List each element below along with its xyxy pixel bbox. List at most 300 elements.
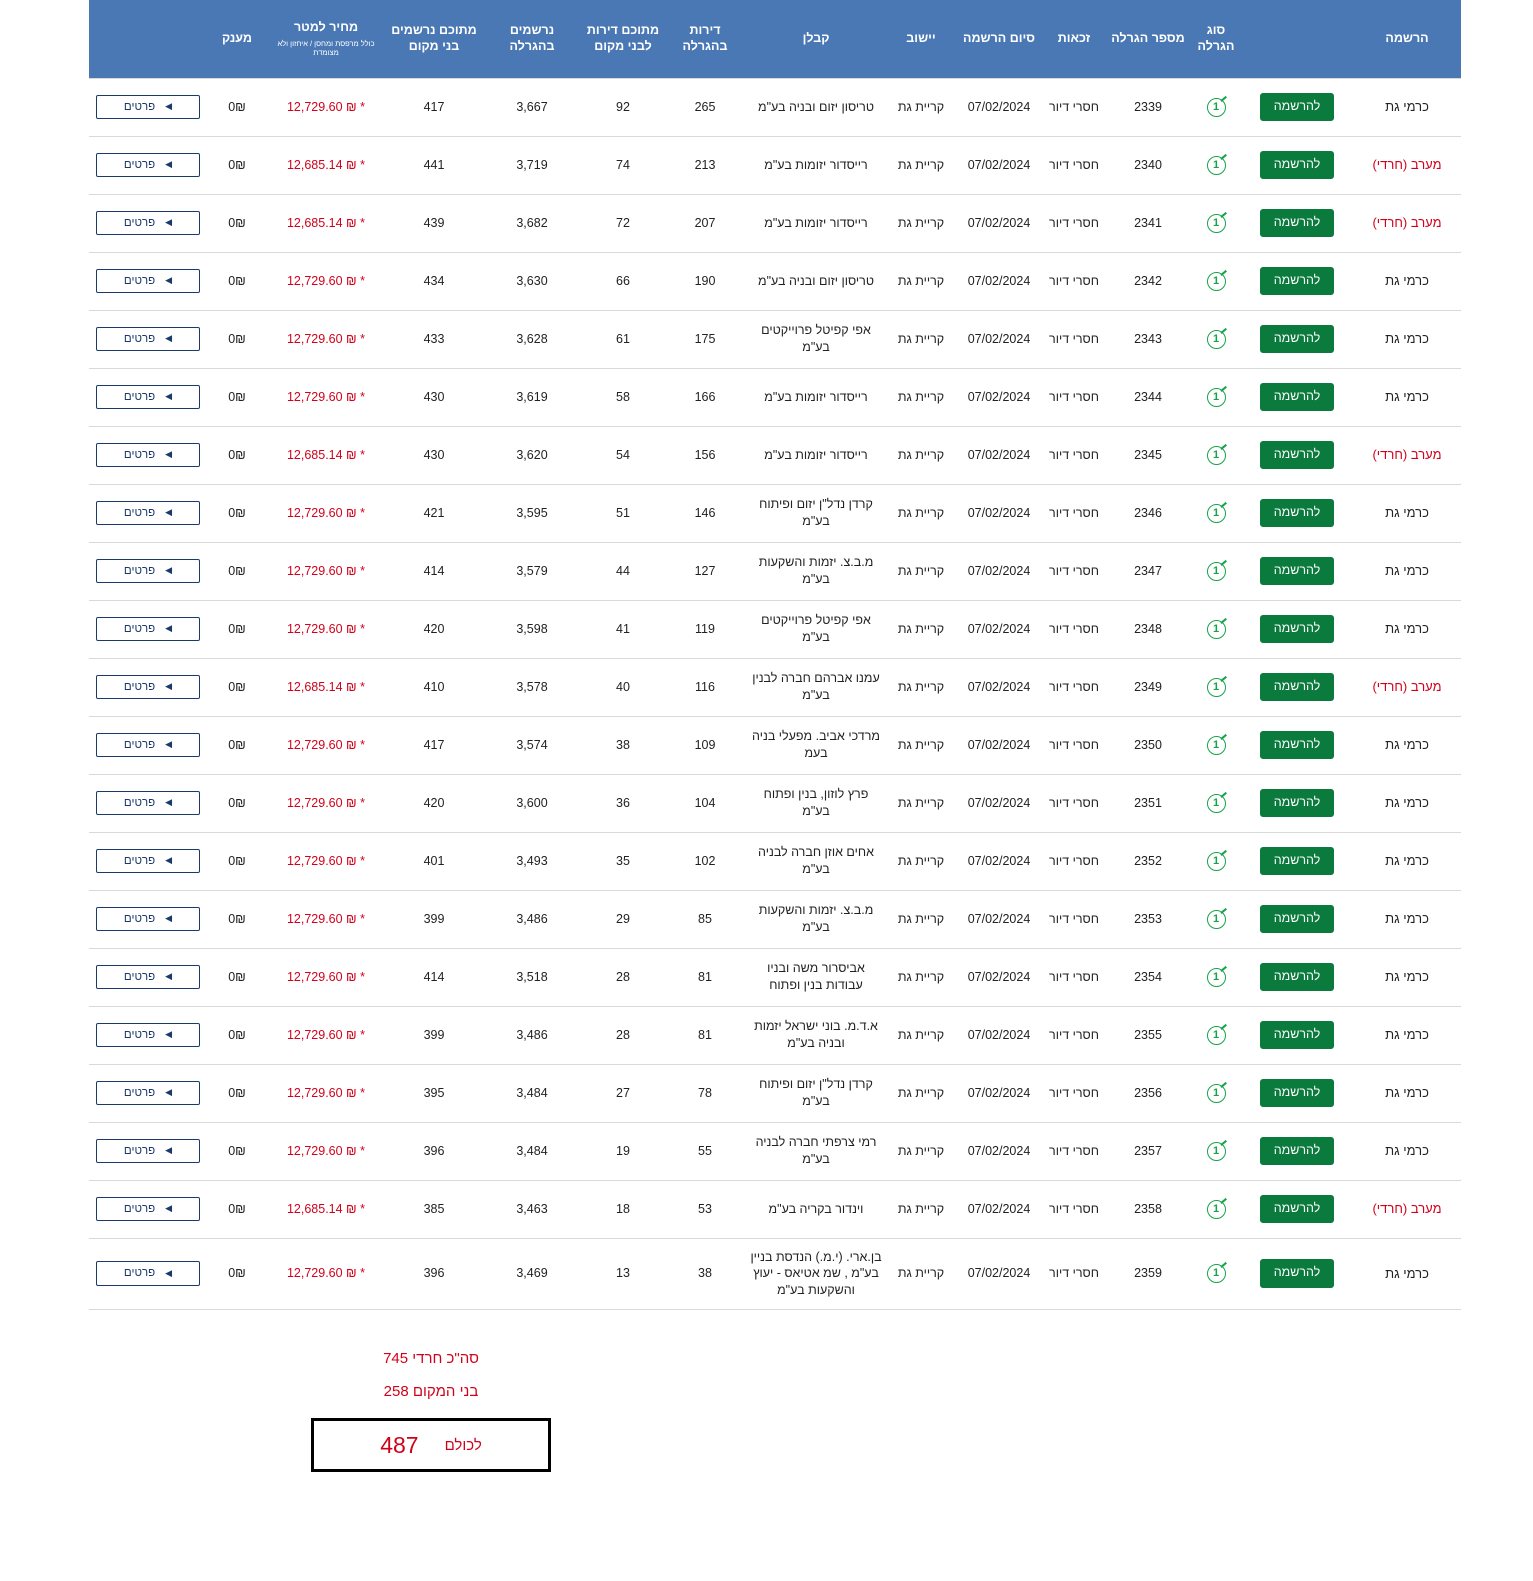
- cell-lottery-apartments: [665, 194, 745, 252]
- register-button[interactable]: להרשמה: [1260, 905, 1335, 934]
- lottery-apartments-value: 78: [698, 1085, 712, 1100]
- local-registrants-value: 414: [423, 969, 445, 984]
- grant-value: 0₪: [228, 911, 246, 926]
- details-button[interactable]: [96, 153, 200, 178]
- eligibility-label: חסרי דיור: [1049, 621, 1099, 636]
- cell-contractor: [745, 1064, 887, 1122]
- lottery-number: 2340: [1134, 157, 1162, 172]
- cell-local-apartments: [581, 1122, 665, 1180]
- details-button[interactable]: [96, 617, 200, 642]
- register-button[interactable]: להרשמה: [1260, 557, 1335, 586]
- header-grant: מענק: [207, 0, 267, 78]
- register-button[interactable]: להרשמה: [1260, 151, 1335, 180]
- lottery-number: 2339: [1134, 99, 1162, 114]
- price-per-meter-value: 12,729.60 ₪ *: [286, 273, 366, 288]
- registration-label: כרמי גת: [1385, 563, 1429, 579]
- local-registrants-value: 441: [423, 157, 445, 172]
- lottery-circle-icon: 1: [1207, 388, 1226, 407]
- eligibility-label: חסרי דיור: [1049, 1027, 1099, 1042]
- cell-registration-end: [955, 1064, 1043, 1122]
- cell-lottery-number: [1105, 542, 1191, 600]
- chevron-left-icon: ◀: [165, 565, 173, 576]
- details-button-label: פרטים: [123, 1086, 156, 1099]
- cell-lottery-type: [1191, 1064, 1241, 1122]
- local-apartments-value: 44: [616, 563, 630, 578]
- cell-price-per-meter: [267, 1064, 385, 1122]
- lottery-number: 2356: [1134, 1085, 1162, 1100]
- city-label: קריית גת: [897, 1143, 945, 1158]
- cell-eligibility: [1043, 1238, 1105, 1310]
- lottery-circle-icon: 1: [1207, 98, 1226, 117]
- cell-registration-end: [955, 1122, 1043, 1180]
- chevron-left-icon: ◀: [165, 217, 173, 228]
- details-button-label: פרטים: [123, 506, 156, 519]
- cell-price-per-meter: [267, 1238, 385, 1310]
- cell-eligibility: [1043, 1180, 1105, 1238]
- cell-details: [89, 78, 207, 136]
- table-row: [89, 1122, 1461, 1180]
- registration-label: מערב (חרדי): [1372, 447, 1442, 463]
- cell-registration: [1353, 136, 1461, 194]
- lottery-circle-icon: 1: [1207, 504, 1226, 523]
- registration-label: מערב (חרדי): [1372, 679, 1442, 695]
- cell-lottery-type: [1191, 252, 1241, 310]
- lottery-number: 2354: [1134, 969, 1162, 984]
- grant-value: 0₪: [228, 447, 246, 462]
- cell-lottery-registrants: [483, 832, 581, 890]
- cell-local-registrants: [385, 310, 483, 368]
- cell-city: [887, 890, 955, 948]
- cell-price-per-meter: [267, 1180, 385, 1238]
- cell-lottery-number: [1105, 1064, 1191, 1122]
- cell-contractor: [745, 426, 887, 484]
- cell-eligibility: [1043, 600, 1105, 658]
- cell-city: [887, 1180, 955, 1238]
- table-row: [89, 832, 1461, 890]
- lottery-circle-icon: 1: [1207, 330, 1226, 349]
- cell-contractor: [745, 716, 887, 774]
- grant-value: 0₪: [228, 273, 246, 288]
- city-label: קריית גת: [897, 273, 945, 288]
- cell-registration-end: [955, 716, 1043, 774]
- cell-contractor: [745, 484, 887, 542]
- registration-end-date: 07/02/2024: [967, 911, 1031, 926]
- cell-eligibility: [1043, 1006, 1105, 1064]
- cell-lottery-registrants: [483, 658, 581, 716]
- lottery-apartments-value: 265: [694, 99, 716, 114]
- cell-registration-end: [955, 484, 1043, 542]
- lottery-apartments-value: 207: [694, 215, 716, 230]
- header-local-registrants: מתוכם נרשמים בני מקום: [385, 0, 483, 78]
- grant-value: 0₪: [228, 331, 246, 346]
- cell-city: [887, 136, 955, 194]
- local-registrants-value: 410: [423, 679, 445, 694]
- details-button[interactable]: [96, 443, 200, 468]
- price-per-meter-value: 12,729.60 ₪ *: [286, 99, 366, 114]
- cell-details: [89, 890, 207, 948]
- lottery-registrants-value: 3,518: [516, 969, 548, 984]
- cell-price-per-meter: [267, 542, 385, 600]
- register-button[interactable]: להרשמה: [1260, 209, 1335, 238]
- grant-value: 0₪: [228, 737, 246, 752]
- summary-local-label: בני המקום: [412, 1383, 479, 1401]
- registration-label: כרמי גת: [1385, 1265, 1429, 1281]
- details-button[interactable]: [96, 1261, 200, 1286]
- lottery-number: 2359: [1134, 1266, 1162, 1281]
- details-button[interactable]: [96, 269, 200, 294]
- details-button-label: פרטים: [123, 1267, 156, 1280]
- details-button[interactable]: [96, 95, 200, 120]
- details-button[interactable]: [96, 675, 200, 700]
- register-button[interactable]: להרשמה: [1260, 847, 1335, 876]
- cell-registration-end: [955, 774, 1043, 832]
- register-button[interactable]: להרשמה: [1260, 383, 1335, 412]
- register-button[interactable]: להרשמה: [1260, 731, 1335, 760]
- cell-contractor: [745, 1180, 887, 1238]
- cell-contractor: [745, 1238, 887, 1310]
- register-button[interactable]: להרשמה: [1260, 1259, 1335, 1288]
- details-button[interactable]: [96, 965, 200, 990]
- table-row: [89, 252, 1461, 310]
- cell-registration: [1353, 774, 1461, 832]
- details-button[interactable]: [96, 849, 200, 874]
- details-button[interactable]: [96, 385, 200, 410]
- chevron-left-icon: ◀: [165, 797, 173, 808]
- details-button[interactable]: [96, 501, 200, 526]
- table-row: [89, 716, 1461, 774]
- cell-local-apartments: [581, 310, 665, 368]
- chevron-left-icon: ◀: [165, 275, 173, 286]
- details-button[interactable]: [96, 907, 200, 932]
- cell-register-action: [1241, 368, 1353, 426]
- cell-details: [89, 948, 207, 1006]
- cell-details: [89, 1006, 207, 1064]
- chevron-left-icon: ◀: [165, 101, 173, 112]
- lottery-apartments-value: 102: [694, 853, 716, 868]
- cell-price-per-meter: [267, 600, 385, 658]
- cell-lottery-type: [1191, 78, 1241, 136]
- details-button[interactable]: [96, 559, 200, 584]
- local-apartments-value: 28: [616, 969, 630, 984]
- cell-registration: [1353, 194, 1461, 252]
- lottery-registrants-value: 3,719: [516, 157, 548, 172]
- cell-eligibility: [1043, 426, 1105, 484]
- cell-details: [89, 716, 207, 774]
- registration-end-date: 07/02/2024: [967, 157, 1031, 172]
- cell-lottery-type: [1191, 1122, 1241, 1180]
- cell-local-registrants: [385, 1122, 483, 1180]
- cell-city: [887, 368, 955, 426]
- cell-eligibility: [1043, 948, 1105, 1006]
- eligibility-label: חסרי דיור: [1049, 795, 1099, 810]
- cell-city: [887, 1238, 955, 1310]
- grant-value: 0₪: [228, 795, 246, 810]
- grant-value: 0₪: [228, 505, 246, 520]
- cell-lottery-number: [1105, 890, 1191, 948]
- lottery-apartments-value: 38: [698, 1266, 712, 1281]
- cell-local-apartments: [581, 252, 665, 310]
- table-row: [89, 78, 1461, 136]
- cell-register-action: [1241, 1122, 1353, 1180]
- cell-registration: [1353, 368, 1461, 426]
- registration-label: כרמי גת: [1385, 969, 1429, 985]
- eligibility-label: חסרי דיור: [1049, 563, 1099, 578]
- details-button-label: פרטים: [123, 448, 156, 461]
- local-apartments-value: 36: [616, 795, 630, 810]
- city-label: קריית גת: [897, 1266, 945, 1281]
- lottery-registrants-value: 3,630: [516, 273, 548, 288]
- lottery-number: 2348: [1134, 621, 1162, 636]
- lottery-apartments-value: 175: [694, 331, 716, 346]
- lottery-circle-icon: 1: [1207, 156, 1226, 175]
- grant-value: 0₪: [228, 157, 246, 172]
- cell-lottery-apartments: [665, 136, 745, 194]
- cell-lottery-apartments: [665, 1122, 745, 1180]
- eligibility-label: חסרי דיור: [1049, 273, 1099, 288]
- lottery-registrants-value: 3,579: [516, 563, 548, 578]
- cell-eligibility: [1043, 832, 1105, 890]
- eligibility-label: חסרי דיור: [1049, 911, 1099, 926]
- local-apartments-value: 72: [616, 215, 630, 230]
- cell-details: [89, 136, 207, 194]
- chevron-left-icon: ◀: [165, 913, 173, 924]
- local-apartments-value: 58: [616, 389, 630, 404]
- cell-registration-end: [955, 310, 1043, 368]
- cell-lottery-registrants: [483, 542, 581, 600]
- cell-contractor: [745, 310, 887, 368]
- cell-eligibility: [1043, 658, 1105, 716]
- lottery-registrants-value: 3,682: [516, 215, 548, 230]
- chevron-left-icon: ◀: [165, 1268, 173, 1279]
- details-button[interactable]: [96, 1081, 200, 1106]
- cell-lottery-number: [1105, 1238, 1191, 1310]
- lottery-number: 2342: [1134, 273, 1162, 288]
- chevron-left-icon: ◀: [165, 1029, 173, 1040]
- lottery-circle-icon: 1: [1207, 736, 1226, 755]
- lottery-number: 2351: [1134, 795, 1162, 810]
- cell-contractor: [745, 252, 887, 310]
- register-button[interactable]: להרשמה: [1260, 1021, 1335, 1050]
- summary-total-label: לכולם: [444, 1436, 482, 1454]
- local-apartments-value: 35: [616, 853, 630, 868]
- cell-price-per-meter: [267, 948, 385, 1006]
- cell-register-action: [1241, 484, 1353, 542]
- cell-local-registrants: [385, 194, 483, 252]
- register-button[interactable]: להרשמה: [1260, 499, 1335, 528]
- cell-contractor: [745, 774, 887, 832]
- cell-price-per-meter: [267, 310, 385, 368]
- registration-label: כרמי גת: [1385, 99, 1429, 115]
- lottery-circle-icon: 1: [1207, 620, 1226, 639]
- cell-city: [887, 542, 955, 600]
- cell-contractor: [745, 658, 887, 716]
- cell-price-per-meter: [267, 1122, 385, 1180]
- cell-local-apartments: [581, 1180, 665, 1238]
- cell-lottery-type: [1191, 658, 1241, 716]
- lottery-number: 2345: [1134, 447, 1162, 462]
- details-button-label: פרטים: [123, 622, 156, 635]
- cell-lottery-number: [1105, 774, 1191, 832]
- city-label: קריית גת: [897, 737, 945, 752]
- lottery-registrants-value: 3,598: [516, 621, 548, 636]
- lottery-apartments-value: 85: [698, 911, 712, 926]
- cell-lottery-registrants: [483, 948, 581, 1006]
- local-registrants-value: 395: [423, 1085, 445, 1100]
- cell-details: [89, 774, 207, 832]
- cell-lottery-apartments: [665, 890, 745, 948]
- details-button[interactable]: [96, 791, 200, 816]
- local-registrants-value: 434: [423, 273, 445, 288]
- details-button-label: פרטים: [123, 854, 156, 867]
- details-button[interactable]: [96, 733, 200, 758]
- eligibility-label: חסרי דיור: [1049, 99, 1099, 114]
- grant-value: 0₪: [228, 389, 246, 404]
- cell-register-action: [1241, 78, 1353, 136]
- cell-lottery-number: [1105, 78, 1191, 136]
- lottery-apartments-value: 146: [694, 505, 716, 520]
- registration-label: כרמי גת: [1385, 621, 1429, 637]
- table-row: [89, 136, 1461, 194]
- lottery-number: 2358: [1134, 1201, 1162, 1216]
- registration-end-date: 07/02/2024: [967, 1085, 1031, 1100]
- cell-register-action: [1241, 948, 1353, 1006]
- table-header: [89, 0, 1461, 78]
- cell-lottery-registrants: [483, 136, 581, 194]
- cell-registration-end: [955, 1180, 1043, 1238]
- cell-eligibility: [1043, 136, 1105, 194]
- lottery-number: 2346: [1134, 505, 1162, 520]
- lottery-number: 2353: [1134, 911, 1162, 926]
- chevron-left-icon: ◀: [165, 681, 173, 692]
- eligibility-label: חסרי דיור: [1049, 505, 1099, 520]
- eligibility-label: חסרי דיור: [1049, 447, 1099, 462]
- header-eligibility: זכאות: [1043, 0, 1105, 78]
- chevron-left-icon: ◀: [165, 623, 173, 634]
- cell-grant: [207, 1122, 267, 1180]
- cell-price-per-meter: [267, 658, 385, 716]
- cell-lottery-number: [1105, 194, 1191, 252]
- cell-eligibility: [1043, 78, 1105, 136]
- registration-end-date: 07/02/2024: [967, 1027, 1031, 1042]
- lottery-circle-icon: 1: [1207, 910, 1226, 929]
- city-label: קריית גת: [897, 1201, 945, 1216]
- lottery-number: 2344: [1134, 389, 1162, 404]
- lottery-registrants-value: 3,578: [516, 679, 548, 694]
- chevron-left-icon: ◀: [165, 855, 173, 866]
- cell-price-per-meter: [267, 426, 385, 484]
- cell-eligibility: [1043, 310, 1105, 368]
- local-registrants-value: 401: [423, 853, 445, 868]
- cell-local-apartments: [581, 890, 665, 948]
- details-button[interactable]: [96, 1023, 200, 1048]
- cell-contractor: [745, 600, 887, 658]
- city-label: קריית גת: [897, 853, 945, 868]
- cell-lottery-type: [1191, 774, 1241, 832]
- header-registration: הרשמה: [1353, 0, 1461, 78]
- register-button[interactable]: להרשמה: [1260, 1195, 1335, 1224]
- details-button[interactable]: [96, 327, 200, 352]
- cell-local-apartments: [581, 484, 665, 542]
- price-per-meter-value: 12,729.60 ₪ *: [286, 1027, 366, 1042]
- cell-details: [89, 1180, 207, 1238]
- cell-lottery-registrants: [483, 484, 581, 542]
- contractor-label: טריסון יזום ובניה בע"מ: [758, 99, 874, 114]
- cell-register-action: [1241, 832, 1353, 890]
- details-button-label: פרטים: [123, 912, 156, 925]
- register-button[interactable]: להרשמה: [1260, 963, 1335, 992]
- cell-lottery-number: [1105, 832, 1191, 890]
- city-label: קריית גת: [897, 99, 945, 114]
- cell-grant: [207, 890, 267, 948]
- details-button[interactable]: [96, 1139, 200, 1164]
- registration-end-date: 07/02/2024: [967, 853, 1031, 868]
- cell-lottery-number: [1105, 1180, 1191, 1238]
- local-registrants-value: 420: [423, 795, 445, 810]
- cell-lottery-number: [1105, 600, 1191, 658]
- cell-contractor: [745, 948, 887, 1006]
- cell-local-registrants: [385, 774, 483, 832]
- cell-lottery-apartments: [665, 658, 745, 716]
- cell-lottery-apartments: [665, 832, 745, 890]
- city-label: קריית גת: [897, 331, 945, 346]
- contractor-label: רייסדור יזומות בע"מ: [764, 447, 868, 462]
- cell-city: [887, 1064, 955, 1122]
- registration-label: כרמי גת: [1385, 505, 1429, 521]
- cell-city: [887, 484, 955, 542]
- contractor-label: אפי קפיטל פרוייקטים בע"מ: [761, 323, 871, 354]
- cell-registration-end: [955, 600, 1043, 658]
- cell-contractor: [745, 542, 887, 600]
- cell-city: [887, 774, 955, 832]
- lottery-apartments-value: 213: [694, 157, 716, 172]
- cell-details: [89, 426, 207, 484]
- cell-city: [887, 600, 955, 658]
- cell-local-apartments: [581, 368, 665, 426]
- lottery-apartments-value: 53: [698, 1201, 712, 1216]
- details-button[interactable]: [96, 211, 200, 236]
- city-label: קריית גת: [897, 447, 945, 462]
- cell-lottery-apartments: [665, 948, 745, 1006]
- register-button[interactable]: להרשמה: [1260, 325, 1335, 354]
- register-button[interactable]: להרשמה: [1260, 441, 1335, 470]
- local-registrants-value: 399: [423, 911, 445, 926]
- header-registration-end: סיום הרשמה: [955, 0, 1043, 78]
- register-button[interactable]: להרשמה: [1260, 93, 1335, 122]
- registration-label: מערב (חרדי): [1372, 1201, 1442, 1217]
- lottery-number: 2341: [1134, 215, 1162, 230]
- header-lottery-type: סוג הגרלה: [1191, 0, 1241, 78]
- lottery-apartments-value: 104: [694, 795, 716, 810]
- registration-end-date: 07/02/2024: [967, 563, 1031, 578]
- eligibility-label: חסרי דיור: [1049, 157, 1099, 172]
- grant-value: 0₪: [228, 621, 246, 636]
- cell-lottery-type: [1191, 136, 1241, 194]
- register-button[interactable]: להרשמה: [1260, 267, 1335, 296]
- details-button[interactable]: [96, 1197, 200, 1222]
- register-button[interactable]: להרשמה: [1260, 673, 1335, 702]
- register-button[interactable]: להרשמה: [1260, 615, 1335, 644]
- register-button[interactable]: להרשמה: [1260, 789, 1335, 818]
- register-button[interactable]: להרשמה: [1260, 1079, 1335, 1108]
- header-details: [89, 0, 207, 78]
- cell-lottery-type: [1191, 368, 1241, 426]
- lottery-number: 2343: [1134, 331, 1162, 346]
- eligibility-label: חסרי דיור: [1049, 215, 1099, 230]
- lottery-circle-icon: 1: [1207, 794, 1226, 813]
- cell-local-registrants: [385, 948, 483, 1006]
- summary-section: [189, 1340, 1461, 1510]
- register-button[interactable]: להרשמה: [1260, 1137, 1335, 1166]
